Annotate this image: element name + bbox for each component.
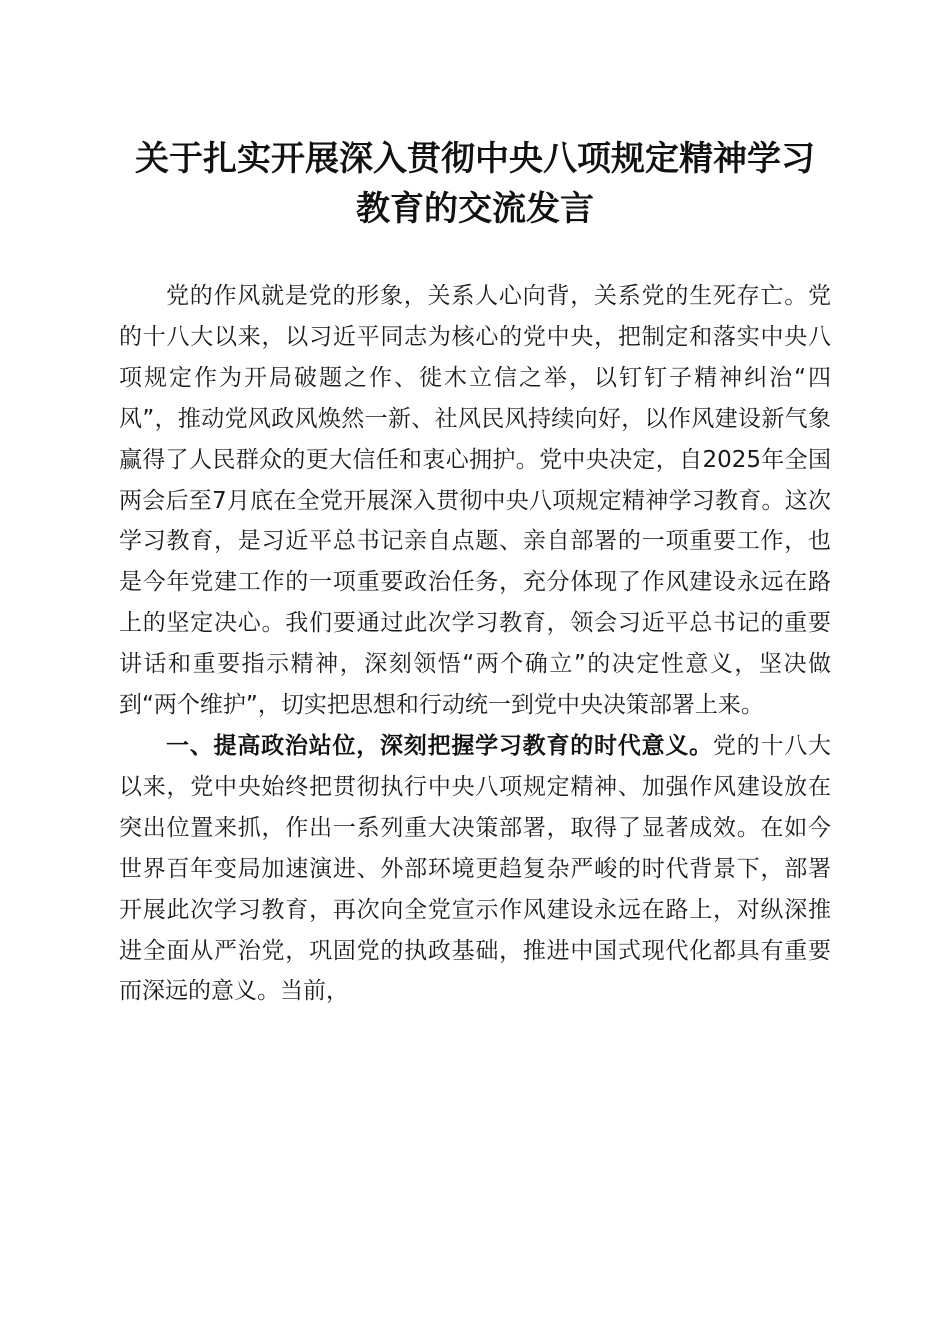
title-line-2: 教育的交流发言	[356, 189, 594, 229]
section-one-heading: 一、提高政治站位，深刻把握学习教育的时代意义。	[166, 732, 713, 759]
document-title	[100, 134, 850, 234]
intro-paragraph: 党的作风就是党的形象，关系人心向背，关系党的生死存亡。党的十八大以来，以习近平同志为核心的党中央，把制定和落实中央八项规定作为开局破题之作、徙木立信之举，以钉钉子精神纠治“四风”，推动党风政风焕然一新、社风民风持续向好，以作风建设新气象赢得了人民群众的更大信任和衷心拥护。党中央决定，自2025年全国两会后至7月底在全党开展深入贯彻中央八项规定精神学习教育。这次学习教育，是习近平总书记亲自点题、亲自部署的一项重要工作，也是今年党建工作的一项重要政治任务，充分体现了作风建设永远在路上的坚定决心。我们要通过此次学习教育，领会习近平总书记的重要讲话和重要指示精神，深刻领悟“两个确立”的决定性意义，坚决做到“两个维护”，切实把思想和行动统一到党中央决策部署上来。	[119, 283, 831, 719]
section-one-paragraph	[119, 726, 831, 1012]
title-line-1: 关于扎实开展深入贯彻中央八项规定精神学习	[135, 139, 815, 179]
document-body	[119, 276, 831, 1012]
section-one-text: 党的十八大以来，党中央始终把贯彻执行中央八项规定精神、加强作风建设放在突出位置来抓，作出一系列重大决策部署，取得了显著成效。在如今世界百年变局加速演进、外部环境更趋复杂严峻的时代背景下，部署开展此次学习教育，再次向全党宣示作风建设永远在路上，对纵深推进全面从严治党，巩固党的执政基础，推进中国式现代化都具有重要而深远的意义。当前，	[119, 732, 832, 1005]
